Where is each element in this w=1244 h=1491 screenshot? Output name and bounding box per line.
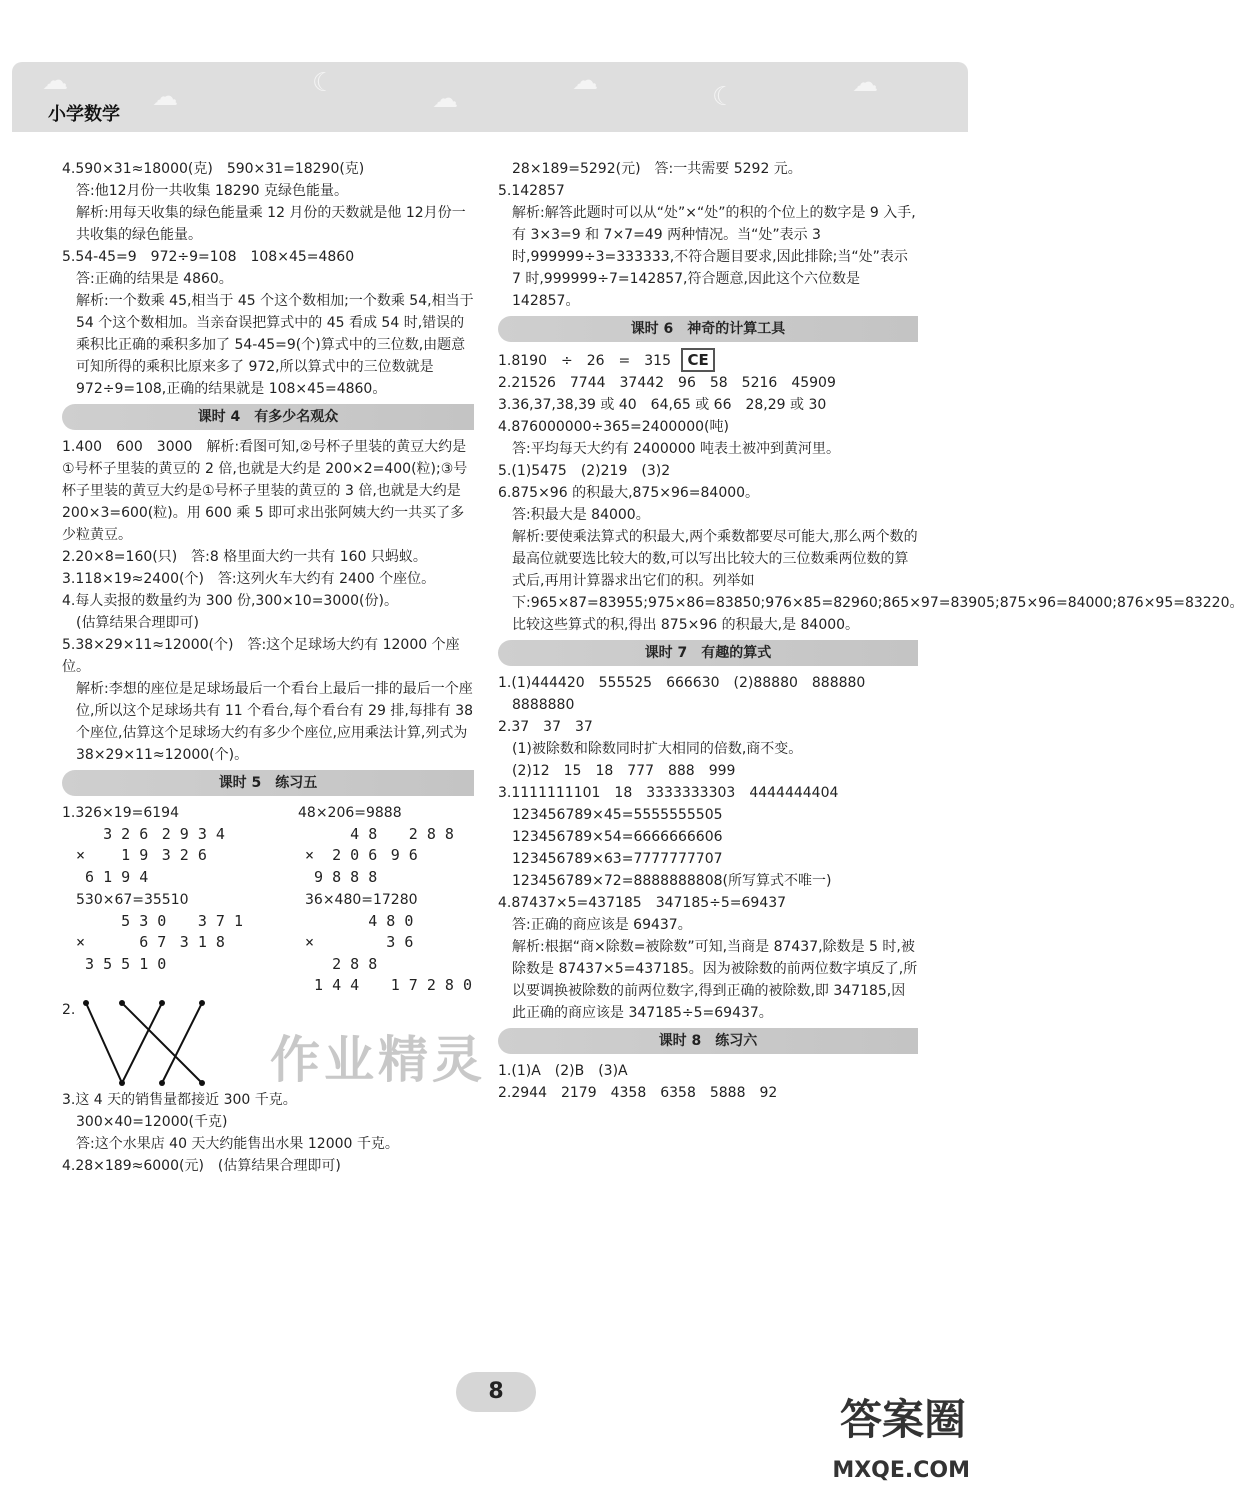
vertical-partial-products: 2 8 8 9 6 <box>390 825 454 864</box>
vertical-result: 3 5 5 1 0 <box>76 955 167 973</box>
answer-line: 1.(1)444420 555525 666630 (2)88880 888880 <box>498 675 866 691</box>
answer-line: 2.2944 2179 4358 6358 5888 92 <box>498 1085 778 1101</box>
answer-line: 4.28×189≈6000(元) (估算结果合理即可) <box>62 1158 341 1174</box>
answer-line: 3.1111111101 18 3333333303 4444444404 <box>498 785 839 801</box>
answer-line: 答:正确的商应该是 69437。 <box>512 917 692 933</box>
answer-line: 2.37 37 37 <box>498 719 593 735</box>
answer-line: 答:积最大是 84000。 <box>512 507 650 523</box>
answer-line: 答:他12月份一共收集 18290 克绿色能量。 <box>76 183 348 199</box>
page-number: 8 <box>456 1372 536 1412</box>
watermark-text: 作业精灵 <box>270 1031 486 1089</box>
vertical-partial-products: 3 7 1 3 1 8 <box>179 912 244 951</box>
moon-icon: ☾ <box>712 82 736 112</box>
analysis-text: 解析:用每天收集的绿色能量乘 12 月份的天数就是他 12月份一共收集的绿色能量。 <box>76 205 466 243</box>
vertical-multiplication: 4 8 0 × 3 6 <box>305 912 414 951</box>
answer-line: 4.每人卖报的数量约为 300 份,300×10=3000(份)。 <box>62 593 398 609</box>
matching-lines <box>76 997 236 1089</box>
vertical-multiplication-row <box>62 824 474 889</box>
book-title: 小学数学 <box>48 104 120 125</box>
answer-line: 3.118×19≈2400(个) 答:这列火车大约有 2400 个座位。 <box>62 571 436 587</box>
analysis-text: 解析:要使乘法算式的积最大,两个乘数都要尽可能大,那么两个数的最高位就要选比较大的数,可以写出比较大的三位数乘两位数的算式后,再用计算器求出它们的积。列举如下:965×87=83955;975×86=83850;976×85=82960;865×97=83905;875×96=84000;876×95=83220。比较这些算式的积,得出 875×96 的积最大,是 84000。 <box>512 529 1244 633</box>
answer-line: 5.(1)5475 (2)219 (3)2 <box>498 463 671 479</box>
answer-line: 4.590×31≈18000(克) 590×31=18290(克) <box>62 161 365 177</box>
moon-icon: ☾ <box>312 68 336 98</box>
vertical-multiplication: 3 2 6 × 1 9 <box>76 825 149 864</box>
cloud-icon: ☁ <box>152 82 178 112</box>
answer-line: 28×189=5292(元) 答:一共需要 5292 元。 <box>512 161 802 177</box>
equation: 530×67=35510 <box>76 892 189 908</box>
vertical-result: 1 7 2 8 0 <box>381 976 473 994</box>
answer-line: 1.(1)A (2)B (3)A <box>498 1063 628 1079</box>
answer-line: 123456789×72=8888888808(所写算式不唯一) <box>512 873 832 889</box>
equation: 1.8190 ÷ 26 = 315 <box>498 353 671 369</box>
question-number: 2. <box>62 1002 76 1018</box>
cloud-icon: ☁ <box>572 66 598 96</box>
answer-line: 答:平均每天大约有 2400000 吨表土被冲到黄河里。 <box>512 441 840 457</box>
cloud-icon: ☁ <box>42 66 68 96</box>
answer-line: (2)12 15 18 777 888 999 <box>512 763 736 779</box>
right-column <box>498 158 1244 1104</box>
cloud-icon: ☁ <box>432 84 458 114</box>
answer-line: 8888880 <box>512 697 575 713</box>
answer-line: 300×40=12000(千克) <box>76 1114 228 1130</box>
answer-line: (估算结果合理即可) <box>76 615 199 631</box>
section-header: 课时 5 练习五 <box>62 770 474 796</box>
header-banner <box>12 62 968 132</box>
section-header: 课时 7 有趣的算式 <box>498 640 918 666</box>
answer-line: 答:这个水果店 40 天大约能售出水果 12000 千克。 <box>76 1136 399 1152</box>
answer-line: 1.400 600 3000 解析:看图可知,②号杯子里装的黄豆大约是①号杯子里装的黄豆的 2 倍,也就是大约是 200×2=400(粒);③号杯子里装的黄豆大约是①号杯子里装的黄豆的 3 倍,也就是大约是 200×3=600(粒)。用 600 乘 5 即可求出张阿姨大约一共买了多少粒黄豆。 <box>62 439 468 543</box>
equation: 36×480=17280 <box>305 892 418 908</box>
section-header: 课时 4 有多少名观众 <box>62 404 474 430</box>
answer-line: (1)被除数和除数同时扩大相同的倍数,商不变。 <box>512 741 803 757</box>
vertical-partial-products: 2 8 8 1 4 4 <box>314 955 378 994</box>
vertical-result: 9 8 8 8 <box>305 868 378 886</box>
section-header: 课时 6 神奇的计算工具 <box>498 316 918 342</box>
answer-line: 4.87437×5=437185 347185÷5=69437 <box>498 895 787 911</box>
ce-key: CE <box>681 348 714 372</box>
cloud-icon: ☁ <box>852 68 878 98</box>
answer-line: 3.这 4 天的销售量都接近 300 千克。 <box>62 1092 297 1108</box>
equation: 1.326×19=6194 <box>62 805 179 821</box>
answer-line: 2.21526 7744 37442 96 58 5216 45909 <box>498 375 836 391</box>
answer-line: 123456789×54=6666666606 <box>512 829 723 845</box>
analysis-text: 解析:一个数乘 45,相当于 45 个这个数相加;一个数乘 54,相当于 54 个这个数相加。当亲奋误把算式中的 45 看成 54 时,错误的乘积比正确的乘积多加了 54-45=9(个)算式中的三位数,由题意可知所得的乘积比原来多了 972,所以算式中的三位数就是 972÷9=108,正确的结果就是 108×45=4860。 <box>76 293 474 397</box>
vertical-multiplication-row <box>62 911 474 997</box>
calculator-answer <box>498 348 918 372</box>
site-url: MXQE.COM <box>832 1458 970 1483</box>
analysis-text: 解析:李想的座位是足球场最后一个看台上最后一排的最后一个座位,所以这个足球场共有 11 个看台,每个看台有 29 排,每排有 38 个座位,估算这个足球场大约有多少个座位,应用乘法计算,列式为 38×29×11≈12000(个)。 <box>76 681 474 763</box>
answer-line: 4.876000000÷365=2400000(吨) <box>498 419 729 435</box>
answer-line: 6.875×96 的积最大,875×96=84000。 <box>498 485 760 501</box>
answer-line: 5.38×29×11≈12000(个) 答:这个足球场大约有 12000 个座位。 <box>62 637 460 675</box>
equation-row <box>62 889 474 911</box>
vertical-result: 6 1 9 4 <box>76 868 149 886</box>
answer-line: 3.36,37,38,39 或 40 64,65 或 66 28,29 或 30 <box>498 397 827 413</box>
answer-line: 2.20×8=160(只) 答:8 格里面大约一共有 160 只蚂蚁。 <box>62 549 427 565</box>
answer-line: 123456789×45=5555555505 <box>512 807 723 823</box>
analysis-text: 解析:解答此题时可以从“处”×“处”的积的个位上的数字是 9 入手,有 3×3=9 和 7×7=49 两种情况。当“处”表示 3 时,999999÷3=333333,不符合题目要求,因此排除;当“处”表示 7 时,999999÷7=142857,符合题意,因此这个六位数是 142857。 <box>512 205 916 309</box>
answer-line: 123456789×63=7777777707 <box>512 851 723 867</box>
analysis-text: 解析:根据“商×除数=被除数”可知,当商是 87437,除数是 5 时,被除数是 87437×5=437185。因为被除数的前两位数字填反了,所以要调换被除数的前两位数字,得到正确的被除数,即 347185,因此正确的商应该是 347185÷5=69437。 <box>512 939 918 1021</box>
site-logo: 答案圈 <box>839 1395 966 1444</box>
answer-line: 答:正确的结果是 4860。 <box>76 271 233 287</box>
vertical-multiplication: 5 3 0 × 6 7 <box>76 912 167 951</box>
vertical-multiplication: 4 8 × 2 0 6 <box>305 825 378 864</box>
equation-row <box>62 802 474 824</box>
vertical-partial-products: 2 9 3 4 3 2 6 <box>161 825 225 864</box>
section-header: 课时 8 练习六 <box>498 1028 918 1054</box>
answer-line: 5.142857 <box>498 183 565 199</box>
equation: 48×206=9888 <box>298 805 402 821</box>
answer-line: 5.54-45=9 972÷9=108 108×45=4860 <box>62 249 355 265</box>
